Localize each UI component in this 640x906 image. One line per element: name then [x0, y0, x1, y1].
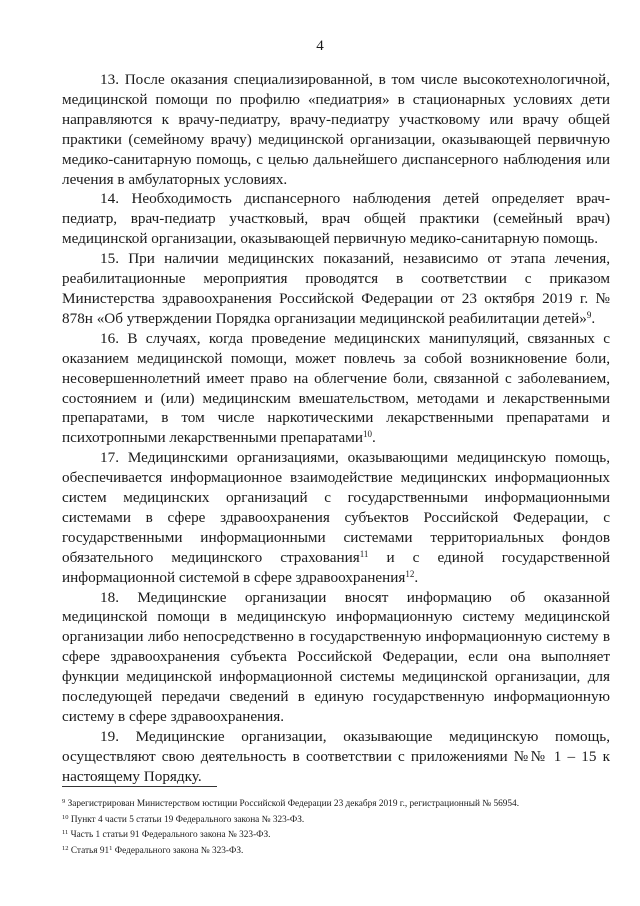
footnote-ref-12: 12 — [405, 568, 415, 579]
paragraph-17: 17. Медицинскими организациями, оказывающими медицинскую помощь, обеспечивается информационное взаимодействие медицинских информационных систем медицинских организаций с государственными информационными системами в сфере здравоохранения субъектов Российской Федерации, с государственными информационными системами территориальных фондов обязательного медицинского страхования$^{11}$ и с единой государственной информационной системой в сфере здравоохранения$^{12}$. — [62, 449, 610, 586]
document-body — [62, 70, 610, 787]
footnote-9-text: Зарегистрирован Министерством юстиции Российской Федерации 23 декабря 2019 г., регистрационный № 56954. — [67, 799, 520, 809]
footnote-10 — [62, 813, 622, 829]
footnote-mark-9: 9 — [62, 798, 66, 805]
footnote-mark-10: 10 — [62, 813, 69, 821]
page-number: 4 — [316, 38, 324, 54]
footnotes — [62, 797, 622, 859]
paragraph-18: 18. Медицинские организации вносят информацию об оказанной медицинской помощи в медицинскую информационную систему медицинской организации либо непосредственно в государственную информационную систему в сфере здравоохранения субъекта Российской Федерации, если она выполняет функции медицинской информационной системы медицинской организации, для последующей передачи сведений в единую государственную информационную систему в сфере здравоохранения. — [62, 588, 610, 725]
paragraph-14: 14. Необходимость диспансерного наблюдения детей определяет врач-педиатр, врач-педиатр участковый, врач общей практики (семейный врач) медицинской организации, оказывающей первичную медико-санитарную помощь. — [62, 190, 610, 248]
paragraph-19: 19. Медицинские организации, оказывающие медицинскую помощь, осуществляют свою деятельность в соответствии с приложениями №№ 1 – 15 к настоящему Порядку. — [62, 727, 610, 785]
paragraph-13: 13. После оказания специализированной, в том числе высокотехнологичной, медицинской помощи по профилю «педиатрия» в стационарных условиях дети направляются к врачу-педиатру, врачу-педиатру участковому или врачу общей практики (семейному врачу) медицинской организации, оказывающей первичную медико-санитарную помощь, с целью дальнейшего диспансерного наблюдения или лечения в амбулаторных условиях. — [62, 71, 610, 188]
paragraph-15-text: 15. При наличии медицинских показаний, независимо от этапа лечения, реабилитационные мероприятия проводятся в соответствии с приказом Министерства здравоохранения Российской Федерации от 23 октября 2019 г. № 878н «Об утверждении Порядка организации медицинской реабилитации детей» — [62, 250, 610, 327]
footnote-12-text-part2: Федерального закона № 323-ФЗ. — [112, 845, 244, 856]
footnote-11 — [62, 828, 622, 844]
footnote-12-text-part1: Статья 91 — [70, 845, 110, 856]
footnote-ref-11: 11 — [359, 548, 369, 559]
article-index-1: 1 — [109, 844, 113, 852]
footnote-mark-12: 12 — [62, 844, 69, 852]
footnote-9 — [62, 797, 622, 813]
footnote-12 — [62, 844, 622, 860]
paragraph-17-text-part2: и с единой государственной информационной системой в сфере здравоохранения — [62, 548, 610, 586]
paragraph-16-text: 16. В случаях, когда проведение медицинских манипуляций, связанных с оказанием медицинской помощи, может повлечь за собой возникновение боли, несовершеннолетний имеет право на облегчение боли, связанной с заболеванием, состоянием и (или) медицинским вмешательством, методами и лекарственными препаратами, в том числе наркотическими лекарственными препаратами и психотропными лекарственными препаратами — [62, 329, 610, 447]
footnote-11-text: Часть 1 статьи 91 Федерального закона № 323-ФЗ. — [70, 830, 271, 840]
paragraph-15: 15. При наличии медицинских показаний, независимо от этапа лечения, реабилитационные мероприятия проводятся в соответствии с приказом Министерства здравоохранения Российской Федерации от 23 октября 2019 г. № 878н «Об утверждении Порядка организации медицинской реабилитации детей»$^9$. — [62, 250, 610, 327]
footnote-mark-11: 11 — [62, 829, 69, 836]
paragraph-17-text-part1: 17. Медицинскими организациями, оказывающими медицинскую помощь, обеспечивается информационное взаимодействие медицинских информационных систем медицинских организаций с государственными информационными системами в сфере здравоохранения субъектов Российской Федерации, с государственными информационными системами территориальных фондов обязательного медицинского страхования — [62, 449, 610, 566]
paragraph-16: 16. В случаях, когда проведение медицинских манипуляций, связанных с оказанием медицинской помощи, может повлечь за собой возникновение боли, несовершеннолетний имеет право на облегчение боли, связанной с заболеванием, состоянием и (или) медицинским вмешательством, методами и лекарственными препаратами, в том числе наркотическими лекарственными препаратами и психотропными лекарственными препаратами$^{10}$. — [62, 329, 610, 447]
footnote-separator — [62, 786, 217, 787]
footnote-ref-9: 9 — [586, 309, 592, 320]
footnote-10-text: Пункт 4 части 5 статьи 19 Федерального закона № 323-ФЗ. — [70, 814, 305, 825]
footnote-ref-10: 10 — [362, 429, 372, 440]
